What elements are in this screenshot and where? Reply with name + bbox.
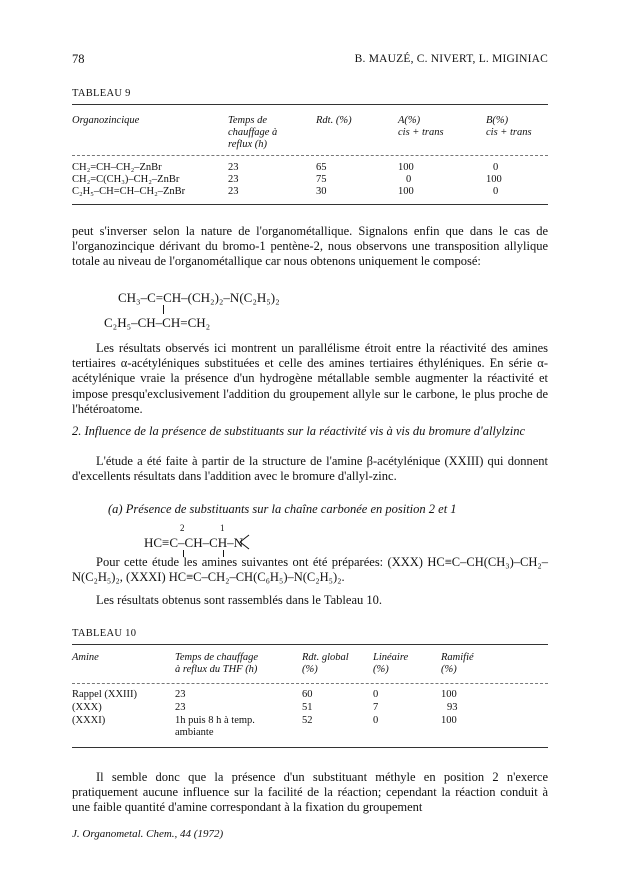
table9-header-a-l1: A(%) <box>398 115 421 126</box>
table9-row1-time: 23 <box>228 162 239 173</box>
table10-header-yield-l1: Rdt. global <box>302 652 349 663</box>
table9-header-b-l1: B(%) <box>486 115 509 126</box>
subsection-a-title: (a) Présence de substituants sur la chaîne carbonée en position 2 et 1 <box>108 502 457 516</box>
table10-header-linear-l2: (%) <box>373 664 389 675</box>
table9-row3-a: 100 <box>398 186 414 197</box>
formula-1-bottom: C₂H₅–CH–CH=CH₂ <box>104 315 211 330</box>
table10-row1-yield: 60 <box>302 689 313 700</box>
table10-row2-linear: 7 <box>373 702 379 713</box>
paragraph-2-text: Les résultats observés ici montrent un parallélisme étroit entre la réactivité des amines tertiaires α-acétyléniques substituées et celle des amines tertiaires éthyléniques. En série α-acétylénique vraie la présence d'un hydrogène métallable semble augmenter la réactivité et impose presqu'exclusivement l'addition du groupement allyle sur le carbone, le plus proche de l'hétéroatome. <box>72 341 548 416</box>
table10-row3-linear: 0 <box>373 715 379 726</box>
table9-header-rule <box>72 155 548 156</box>
paragraph-3 <box>72 454 548 484</box>
table10-header-time-l1: Temps de chauffage <box>175 652 259 663</box>
formula-2-position-2: 2 <box>180 523 185 533</box>
table10-row3-branched: 100 <box>441 715 457 726</box>
table10-row3-time: 1h puis 8 h à temp. <box>175 715 255 726</box>
formula-1-top: CH₃–C=CH–(CH₂)₂–N(C₂H₅)₂ <box>118 290 280 305</box>
table10-row2-time: 23 <box>175 702 186 713</box>
table9-header-time-l2: chauffage à <box>228 127 278 138</box>
table9-bottom-rule <box>72 204 548 205</box>
paragraph-4 <box>72 555 548 585</box>
paragraph-1 <box>72 224 548 270</box>
table9-row1-a: 100 <box>398 162 414 173</box>
table9-header-time-l1: Temps de <box>228 115 267 126</box>
table9-row3-time: 23 <box>228 186 239 197</box>
table10-row3-amine: (XXXI) <box>72 715 106 726</box>
table10-row1-amine: Rappel (XXIII) <box>72 689 138 700</box>
table9-row3-reagent: C₂H₅–CH=CH–CH₂–ZnBr <box>72 186 186 197</box>
paragraph-1-text: peut s'inverser selon la nature de l'organométallique. Signalons enfin que dans le cas de l'organozincique dérivant du bromo-1 pentène-2, nous observons une transposition allylique totale au niveau de l'organométallique car nous obtenons uniquement le composé: <box>72 224 548 269</box>
table10-row3-time-cont: ambiante <box>175 727 214 738</box>
table10-row2-yield: 51 <box>302 702 313 713</box>
table10-header-rule <box>72 683 548 684</box>
table9-row2-reagent: CH₂=C(CH₃)–CH₂–ZnBr <box>72 174 180 185</box>
paragraph-6 <box>72 770 548 816</box>
table10-bottom-rule <box>72 747 548 748</box>
paragraph-2 <box>72 341 548 417</box>
table10-top-rule <box>72 644 548 645</box>
paragraph-4-text: Pour cette étude les amines suivantes ont été préparées: (XXX) HC≡C–CH(CH₃)–CH₂–N(C₂H₅)₂, (XXXI) HC≡C–CH₂–CH(C₆H₅)–N(C₂H₅)₂. <box>72 555 548 585</box>
table10-row1-linear: 0 <box>373 689 379 700</box>
table9-row3-b: 0 <box>493 186 499 197</box>
table10-header-branched-l2: (%) <box>441 664 457 675</box>
running-head-authors: B. MAUZÉ, C. NIVERT, L. MIGINIAC <box>354 53 548 65</box>
table9-row2-a: 0 <box>406 174 412 185</box>
table10-caption: TABLEAU 10 <box>72 628 137 639</box>
table9-header-time-l3: reflux (h) <box>228 139 267 150</box>
page-number: 78 <box>72 52 85 66</box>
table9-header-organozincique: Organozincique <box>72 115 140 126</box>
table10-row2-amine: (XXX) <box>72 702 102 713</box>
table10-header-amine: Amine <box>72 652 99 663</box>
formula-2-position-1: 1 <box>220 523 225 533</box>
paragraph-3-text: L'étude a été faite à partir de la structure de l'amine β-acétylénique (XXIII) qui donnent d'excellents résultats dans l'addition avec le bromure d'allyl-zinc. <box>72 454 548 484</box>
table10-header-linear-l1: Linéaire <box>373 652 409 663</box>
table10-header-yield-l2: (%) <box>302 664 318 675</box>
paragraph-6-text: Il semble donc que la présence d'un substituant méthyle en position 2 n'exerce pratiquement aucune influence sur la facilité de la réaction; cependant la réaction conduit à une faible quantité d'amine correspondant à la fixation du groupement <box>72 770 548 815</box>
table9-row2-b: 100 <box>486 174 502 185</box>
paragraph-5 <box>72 593 548 608</box>
table9-row1-b: 0 <box>493 162 499 173</box>
formula-2-nitrogen-bonds <box>239 532 251 552</box>
table10-row2-branched: 93 <box>447 702 458 713</box>
table10-row1-branched: 100 <box>441 689 457 700</box>
table10-row1-time: 23 <box>175 689 186 700</box>
paragraph-5-text: Les résultats obtenus sont rassemblés dans le Tableau 10. <box>96 593 382 607</box>
journal-footer: J. Organometal. Chem., 44 (1972) <box>72 828 224 840</box>
table9-header-yield: Rdt. (%) <box>316 115 352 126</box>
formula-2: HC≡C–CH–CH–N <box>144 535 244 550</box>
table9-header-a-l2: cis + trans <box>398 127 444 138</box>
table9-row2-yield: 75 <box>316 174 327 185</box>
table9-row3-yield: 30 <box>316 186 327 197</box>
table9-header-b-l2: cis + trans <box>486 127 532 138</box>
table9-row1-reagent: CH₂=CH–CH₂–ZnBr <box>72 162 162 173</box>
table9-row2-time: 23 <box>228 174 239 185</box>
section-2-title: 2. Influence de la présence de substituants sur la réactivité vis à vis du bromure d'allylzinc <box>72 424 526 438</box>
table9-top-rule <box>72 104 548 105</box>
formula-1-bond <box>163 305 164 314</box>
table10-header-branched-l1: Ramifié <box>441 652 474 663</box>
table10-header-time-l2: à reflux du THF (h) <box>175 664 258 675</box>
table9-row1-yield: 65 <box>316 162 327 173</box>
table10-row3-yield: 52 <box>302 715 313 726</box>
table9-caption: TABLEAU 9 <box>72 88 131 99</box>
